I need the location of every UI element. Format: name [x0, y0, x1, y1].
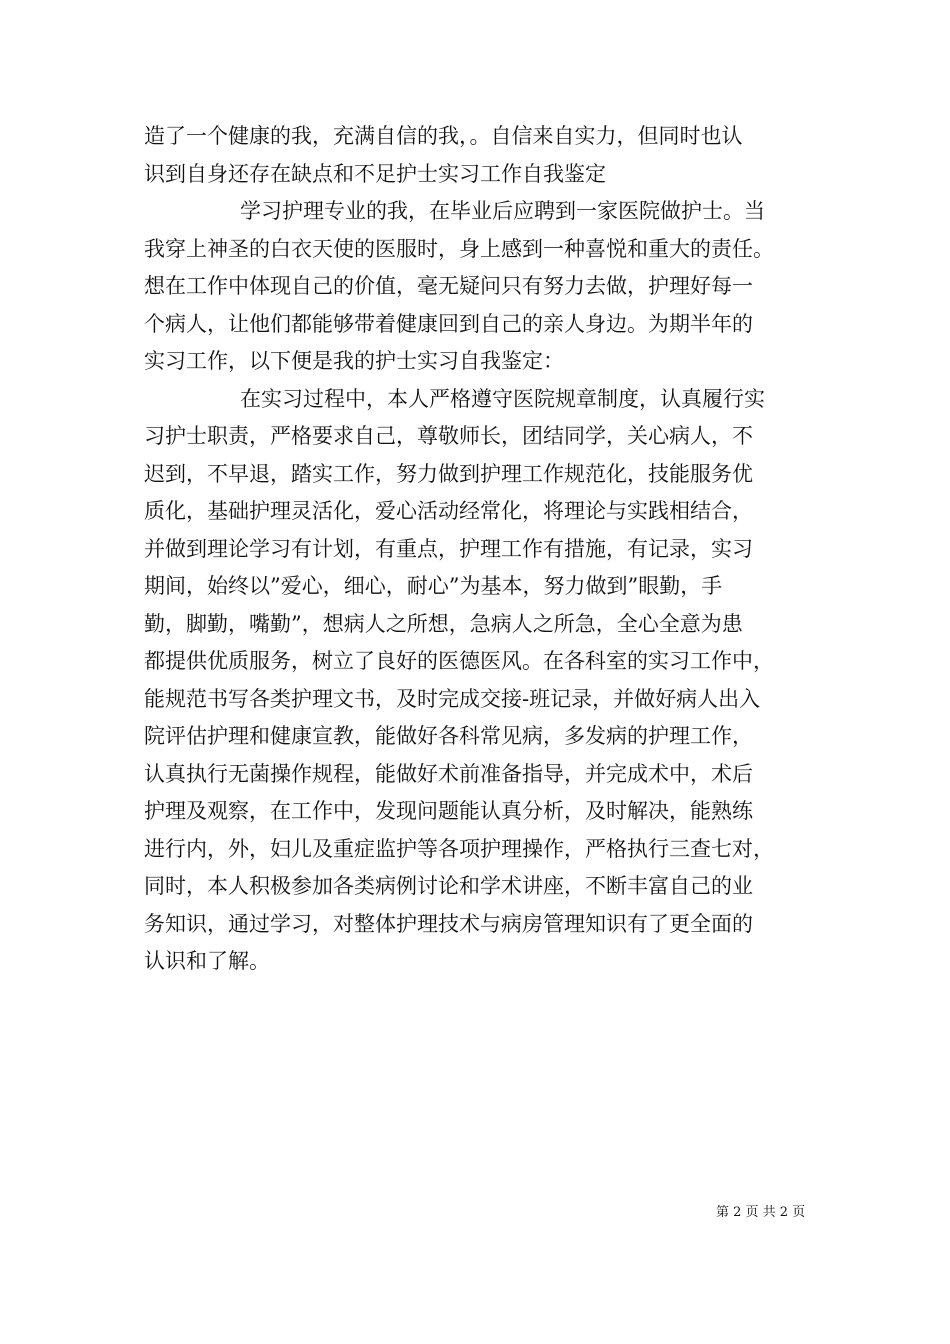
text-line: 都提供优质服务，树立了良好的医德医风。在各科室的实习工作中，: [144, 649, 774, 673]
text-line: 习护士职责，严格要求自己，尊敬师长，团结同学，关心病人，不: [144, 424, 753, 448]
text-line: 勤，脚勤，嘴勤”，想病人之所想，急病人之所急，全心全意为患: [144, 611, 743, 636]
text-line: 院评估护理和健康宣教，能做好各科常见病，多发病的护理工作，: [144, 724, 753, 748]
text-line: 实习工作，以下便是我的护士实习自我鉴定：: [144, 349, 564, 373]
text-line: 能规范书写各类护理文书，及时完成交接-班记录，并做好病人出入: [144, 686, 761, 711]
text-line: 质化，基础护理灵活化，爱心活动经常化，将理论与实践相结合，: [144, 499, 753, 523]
text-line: 期间，始终以”爱心，细心，耐心”为基本，努力做到”眼勤，手: [144, 574, 723, 598]
paragraph-start-line: 学习护理专业的我，在毕业后应聘到一家医院做护士。当: [240, 199, 765, 223]
text-line: 同时，本人积极参加各类病例讨论和学术讲座，不断丰富自己的业: [144, 874, 753, 898]
text-line: 认识和了解。: [144, 949, 270, 973]
text-line: 识到自身还存在缺点和不足护士实习工作自我鉴定: [144, 161, 606, 186]
text-line: 护理及观察，在工作中，发现问题能认真分析，及时解决，能熟练: [144, 799, 753, 823]
page-number-footer: 第 2 页 共 2 页: [716, 1205, 806, 1220]
paragraph-start-line: 在实习过程中，本人严格遵守医院规章制度，认真履行实: [240, 386, 765, 411]
text-line: 个病人，让他们都能够带着健康回到自己的亲人身边。为期半年的: [144, 311, 753, 336]
text-line: 造了一个健康的我，充满自信的我，。自信来自实力，但同时也认: [144, 124, 743, 148]
text-line: 迟到，不早退，踏实工作，努力做到护理工作规范化，技能服务优: [144, 461, 753, 486]
text-line: 进行内，外，妇儿及重症监护等各项护理操作，严格执行三查七对，: [144, 836, 774, 861]
text-line: 我穿上神圣的白衣天使的医服时，身上感到一种喜悦和重大的责任。: [144, 236, 774, 261]
text-line: 务知识，通过学习，对整体护理技术与病房管理知识有了更全面的: [144, 911, 753, 936]
text-line: 认真执行无菌操作规程，能做好术前准备指导，并完成术中，术后: [144, 761, 753, 786]
text-line: 并做到理论学习有计划，有重点，护理工作有措施，有记录，实习: [144, 536, 753, 561]
document-body: [144, 118, 816, 981]
text-line: 想在工作中体现自己的价值，毫无疑问只有努力去做，护理好每一: [144, 274, 753, 298]
